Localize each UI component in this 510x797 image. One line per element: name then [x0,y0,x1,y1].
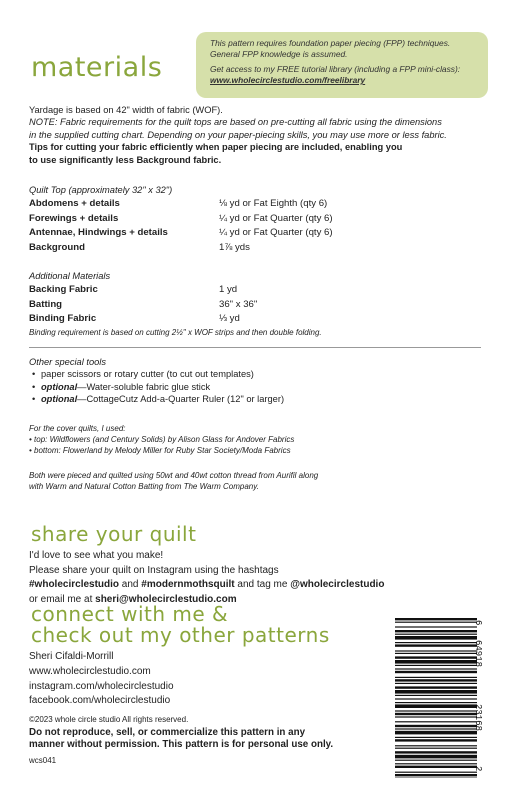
barcode-bar [395,686,477,688]
special-tools-section [29,356,284,406]
additional-materials-title: Additional Materials [29,271,111,281]
note-line-1: NOTE: Fabric requirements for the quilt tops are based on pre-cutting all fabric using the dimensions [29,117,442,128]
yardage-section [29,104,489,166]
barcode-bar [395,774,477,776]
barcode-bar [395,702,477,703]
material-item: Background [29,241,85,253]
barcode-bar [395,751,477,753]
barcode-bar [395,713,477,715]
barcode-bar [395,665,477,666]
material-item: Antennae, Hindwings + details [29,227,168,239]
free-library-link[interactable]: www.wholecirclestudio.com/freelibrary [210,75,366,85]
hashtag[interactable]: #modernmothsquilt [141,579,235,590]
barcode-bar [395,739,477,741]
cover-intro: For the cover quilts, I used: [29,424,126,433]
share-section: I'd love to see what you make! Please share your quilt on Instagram using the hashtags #wholecirclestudio and #modernmothsquilt and tag me @wholecirclestudio or email me at sheri@wholecirclestudio.com [29,550,385,605]
material-item: Backing Fabric [29,284,98,296]
barcode-bar [395,766,477,768]
note-line-2: in the supplied cutting chart. Depending on your paper-piecing skills, you may use more or less fabric. [29,129,447,140]
material-quantity: 36" x 36" [219,298,258,310]
material-quantity: 1⅞ yds [219,241,250,253]
free-library-text: Get access to my FREE tutorial library (including a FPP mini-class): [210,64,461,74]
connect-heading: connect with me & check out my other patterns [31,602,330,647]
binding-note: Binding requirement is based on cutting 2½" x WOF strips and then double folding. [29,327,322,337]
share-heading: share your quilt [31,522,197,546]
barcode-bar [395,748,477,749]
barcode-bar [395,683,477,684]
email-link[interactable]: sheri@wholecirclestudio.com [95,593,237,605]
tools-list [29,368,284,405]
barcode-bar [395,763,477,764]
barcode-bars [395,618,477,778]
contact-section [29,650,174,709]
barcode-bar [395,695,477,696]
thread-info: Both were pieced and quilted using 50wt and 40wt cotton thread from Aurifil along with Warm and Natural Cotton Batting from The Warm Company. [29,471,319,491]
barcode-bar [395,731,477,735]
barcode-bar [395,690,477,694]
barcode-bar [395,725,477,727]
barcode-digits: 6 64918 23168 2 [473,620,483,772]
author-name: Sheri Cifaldi-Morrill [29,651,114,662]
barcode-bar [395,656,477,658]
barcode-bar [395,642,477,643]
tip-line-2: to use significantly less Background fabric. [29,154,222,165]
material-quantity: ¼ yd or Fat Quarter (qty 6) [219,227,333,239]
barcode [387,618,493,778]
material-item: Abdomens + details [29,198,120,210]
facebook-link[interactable]: facebook.com/wholecirclestudio [29,695,171,707]
list-item: • optional—Water-soluble fabric glue stick [41,381,284,393]
quilt-top-section [29,184,419,254]
barcode-bar [395,626,477,627]
barcode-bar [395,728,477,729]
cover-quilts-section [29,423,294,456]
hashtag[interactable]: #wholecirclestudio [29,579,120,590]
barcode-bar [395,679,477,681]
barcode-bar [395,760,477,761]
barcode-bar [395,716,477,717]
yardage-text: Yardage is based on 42" width of fabric (WOF). [29,105,223,115]
website-link[interactable]: www.wholecirclestudio.com [29,665,151,677]
instagram-handle[interactable]: @wholecirclestudio [290,579,385,590]
fpp-info-box [196,32,488,98]
additional-materials-section [29,270,419,338]
quilt-top-table [29,198,419,254]
special-tools-title: Other special tools [29,357,106,367]
additional-materials-table [29,284,419,325]
barcode-bar [395,710,477,711]
pattern-code: wcs041 [29,755,57,765]
barcode-bar [395,644,477,646]
barcode-bar [395,668,477,669]
material-item: Batting [29,298,63,310]
barcode-bar [395,660,477,664]
barcode-bar [395,737,477,738]
instagram-link[interactable]: instagram.com/wholecirclestudio [29,680,174,692]
material-quantity: ¼ yd or Fat Quarter (qty 6) [219,212,333,224]
material-quantity: ⅛ yd or Fat Eighth (qty 6) [219,198,328,210]
cover-bottom: • bottom: Flowerland by Melody Miller for Ruby Star Society/Moda Fabrics [29,446,291,455]
barcode-bar [395,634,477,635]
barcode-bar [395,618,477,620]
barcode-bar [395,653,477,654]
barcode-bar [395,622,477,623]
hashtags-line: #wholecirclestudio and #modernmothsquilt and tag me @wholecirclestudio [29,579,385,590]
barcode-bar [395,630,477,632]
barcode-bar [395,745,477,746]
barcode-bar [395,755,477,759]
material-item: Forewings + details [29,212,119,224]
fpp-knowledge-text: General FPP knowledge is assumed. [210,49,348,59]
barcode-bar [395,671,477,673]
materials-heading: materials [31,52,163,83]
list-item: • paper scissors or rotary cutter (to cut out templates) [41,368,284,380]
barcode-bar [395,772,477,773]
barcode-bar [395,721,477,722]
barcode-bar [395,636,477,640]
tip-line-1: Tips for cutting your fabric efficiently when paper piecing are included, enabling you [29,142,403,153]
list-item: • optional—CottageCutz Add-a-Quarter Ruler (12" or larger) [41,393,284,405]
copyright: ©2023 whole circle studio All rights reserved. [29,715,189,724]
quilt-top-title: Quilt Top (approximately 32" x 32") [29,185,173,195]
legal-section: ©2023 whole circle studio All rights reserved. Do not reproduce, sell, or commercialize this pattern in any manner without permission. This pattern is for personal use only. wcs041 [29,715,334,765]
barcode-bar [395,698,477,699]
fpp-requirement-text: This pattern requires foundation paper piecing (FPP) techniques. [210,38,451,48]
cover-top: • top: Wildflowers (and Century Solids) by Alison Glass for Andover Fabrics [29,435,295,444]
barcode-bar [395,650,477,651]
material-quantity: ⅓ yd [219,313,240,325]
barcode-bar [395,677,477,678]
material-quantity: 1 yd [219,284,238,296]
barcode-bar [395,704,477,708]
divider [29,347,481,348]
material-item: Binding Fabric [29,313,97,325]
